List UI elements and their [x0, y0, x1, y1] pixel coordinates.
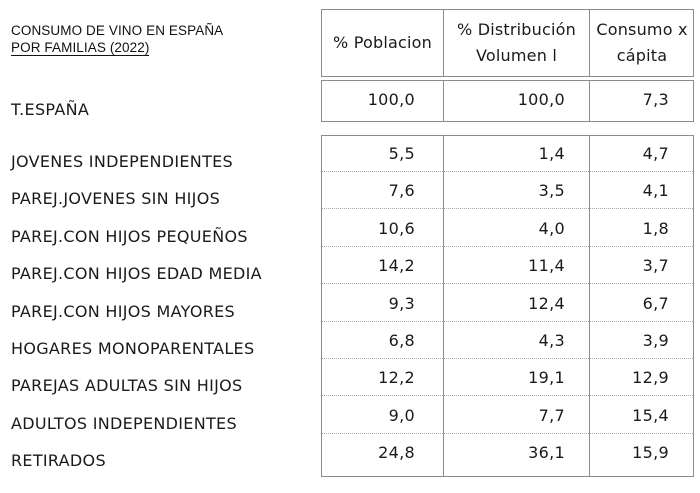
row-label: PAREJ.CON HIJOS MAYORES [11, 301, 236, 321]
row-value-consumo: 3,9 [642, 331, 669, 350]
row-value-poblacion: 7,6 [388, 181, 415, 201]
row-label: PAREJ.CON HIJOS PEQUEÑOS [11, 226, 248, 246]
row-value-consumo: 3,7 [642, 256, 669, 276]
row-value-distribucion: 4,0 [538, 218, 565, 238]
total-value-poblacion: 100,0 [367, 90, 415, 109]
row-separator [322, 358, 693, 359]
row-value-distribucion: 1,4 [538, 144, 565, 163]
total-value-consumo: 7,3 [642, 90, 669, 109]
row-label: HOGARES MONOPARENTALES [11, 339, 255, 358]
row-value-distribucion: 36,1 [528, 443, 565, 463]
row-value-poblacion: 10,6 [378, 218, 415, 238]
row-separator [322, 171, 693, 172]
row-separator [322, 395, 693, 396]
row-value-poblacion: 9,0 [388, 405, 415, 425]
row-value-poblacion: 24,8 [378, 443, 415, 463]
row-value-poblacion: 6,8 [388, 331, 415, 350]
column-header-consumo: Consumo x cápita [596, 20, 688, 65]
row-label: JOVENES INDEPENDIENTES [11, 152, 234, 171]
row-value-consumo: 4,7 [642, 144, 669, 163]
row-value-consumo: 1,8 [642, 218, 669, 238]
row-separator [322, 433, 693, 434]
row-value-consumo: 12,9 [632, 368, 669, 388]
row-value-poblacion: 5,5 [388, 144, 415, 163]
row-label: PAREJ.CON HIJOS EDAD MEDIA [11, 264, 262, 284]
row-separator [322, 208, 693, 209]
row-label: PAREJ.JOVENES SIN HIJOS [11, 189, 221, 209]
row-value-distribucion: 7,7 [538, 405, 565, 425]
row-value-distribucion: 4,3 [538, 331, 565, 350]
row-value-distribucion: 19,1 [528, 368, 565, 388]
row-separator [322, 321, 693, 322]
table-title [11, 22, 223, 56]
table-title-line1: CONSUMO DE VINO EN ESPAÑA [11, 23, 224, 38]
row-label: PAREJAS ADULTAS SIN HIJOS [11, 376, 243, 396]
total-value-distribucion: 100,0 [517, 90, 565, 109]
table-title-line2: POR FAMILIAS (2022) [11, 40, 150, 55]
row-value-poblacion: 14,2 [378, 256, 415, 276]
row-value-consumo: 6,7 [642, 293, 669, 313]
row-label: RETIRADOS [11, 451, 106, 471]
row-value-poblacion: 9,3 [388, 293, 415, 313]
total-label: T.ESPAÑA [11, 100, 90, 119]
column-header-distribucion: % Distribución Volumen l [457, 20, 576, 65]
row-value-distribucion: 3,5 [538, 181, 565, 201]
column-header-poblacion: % Poblacion [333, 33, 432, 52]
row-separator [322, 246, 693, 247]
row-value-distribucion: 11,4 [528, 256, 565, 276]
row-value-poblacion: 12,2 [378, 368, 415, 388]
row-separator [322, 283, 693, 284]
row-value-distribucion: 12,4 [528, 293, 565, 313]
row-value-consumo: 15,4 [632, 405, 669, 425]
row-label: ADULTOS INDEPENDIENTES [11, 413, 237, 433]
row-value-consumo: 15,9 [632, 443, 669, 463]
row-value-consumo: 4,1 [642, 181, 669, 201]
